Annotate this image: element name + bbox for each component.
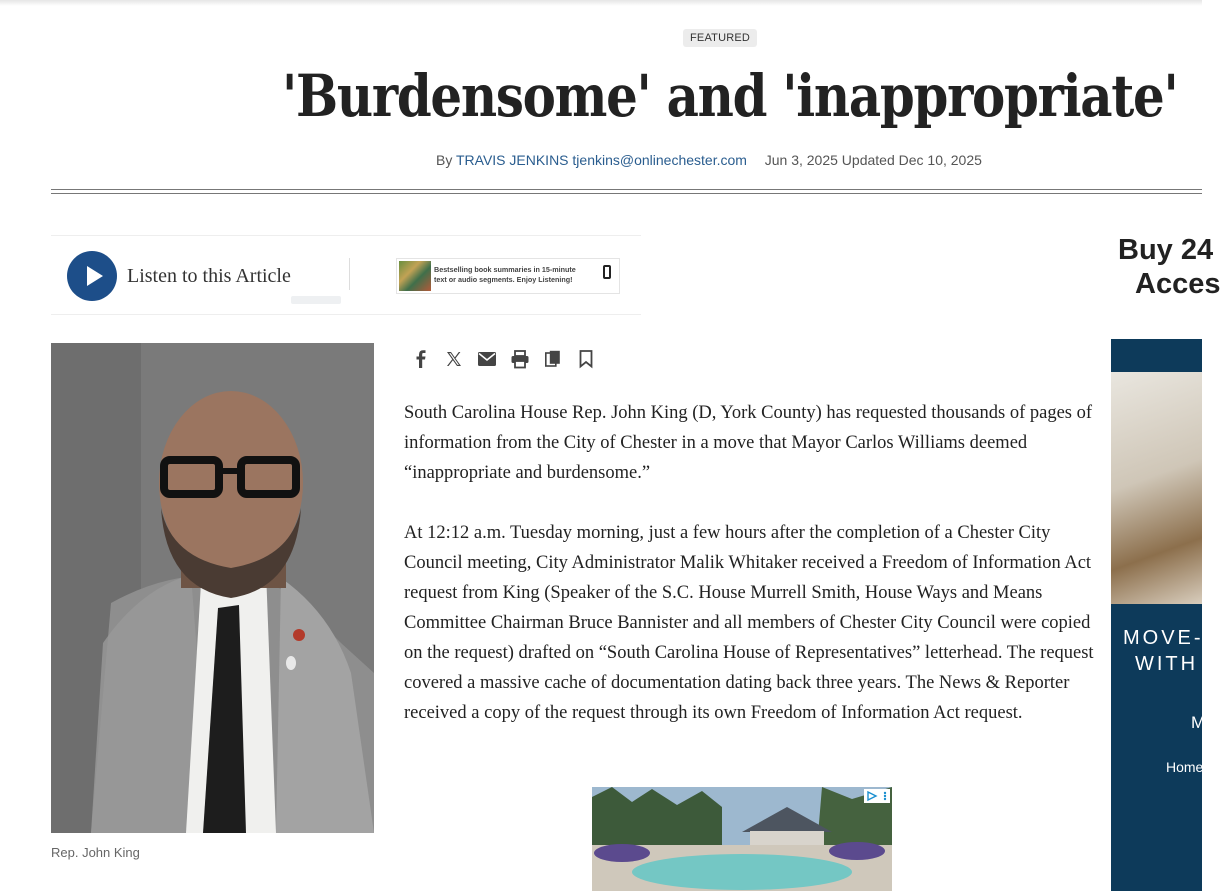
- photo-caption: Rep. John King: [51, 845, 140, 860]
- audio-player: [51, 235, 641, 315]
- sidebar-ad-line: M: [1191, 713, 1206, 732]
- audio-ad-text: Bestselling book summaries in 15-minute text or audio segments. Enjoy Listening!: [434, 265, 576, 284]
- byline: [436, 152, 982, 168]
- author-link[interactable]: TRAVIS JENKINS: [455, 152, 569, 168]
- sidebar-ad-line: Home: [1166, 759, 1204, 775]
- play-icon[interactable]: [67, 251, 117, 301]
- article-paragraph: At 12:12 a.m. Tuesday morning, just a few hours after the completion of a Chester City Council meeting, City Administrator Malik Whitaker received a Freedom of Information Act request from King (Speaker of the S.C. House Murrell Smith, House Ways and Means Committee Chairman Bruce Bannister and all members of Chester City Council were copied on the request) drafted on “South Carolina House of Representatives” letterhead. The request covered a massive cache of documentation dating back three years. The News & Reporter received a copy of the request through its own Freedom of Information Act request.: [404, 523, 1094, 723]
- facebook-icon[interactable]: [410, 348, 432, 370]
- audio-ad-banner[interactable]: [396, 258, 620, 294]
- sidebar-ad-line: WITH: [1135, 653, 1199, 675]
- book-covers-image: [399, 261, 431, 291]
- top-shadow: [0, 0, 1202, 6]
- ad-logo-icon: [603, 265, 611, 279]
- inline-ad-banner[interactable]: [592, 787, 892, 891]
- bookmark-icon[interactable]: [575, 348, 597, 370]
- header-divider-lower: [51, 193, 1202, 194]
- share-toolbar: [410, 348, 597, 370]
- byline-prefix: By: [436, 152, 453, 168]
- publish-date: Jun 3, 2025 Updated Dec 10, 2025: [764, 152, 982, 168]
- copy-icon[interactable]: [542, 348, 564, 370]
- resort-pool-image: [592, 787, 892, 891]
- sidebar-ad-line: MOVE-: [1123, 627, 1204, 649]
- audio-provider-logo: [291, 296, 341, 304]
- interior-home-image: [1111, 372, 1202, 604]
- sidebar-ad[interactable]: [1111, 339, 1206, 891]
- article-paragraph: South Carolina House Rep. John King (D, York County) has requested thousands of pages of information from the City of Chester in a move that Mayor Carlos Williams deemed “inappropriate and burdensome.”: [404, 403, 1093, 483]
- x-icon[interactable]: [443, 348, 465, 370]
- author-email-link[interactable]: tjenkins@onlinechester.com: [572, 152, 747, 168]
- article-photo[interactable]: [51, 343, 374, 833]
- sidebar-heading-line: Acces: [1135, 268, 1220, 300]
- email-icon[interactable]: [476, 348, 498, 370]
- sidebar-promo-heading[interactable]: [1118, 233, 1220, 301]
- featured-badge: FEATURED: [683, 29, 757, 47]
- header-divider: [51, 189, 1202, 190]
- ad-choices-icon[interactable]: [864, 789, 890, 803]
- listen-label[interactable]: Listen to this Article: [127, 265, 291, 287]
- sidebar-heading-line: Buy 24: [1118, 234, 1214, 266]
- audio-divider: [349, 258, 350, 290]
- article-body: [404, 398, 1094, 758]
- print-icon[interactable]: [509, 348, 531, 370]
- article-headline: 'Burdensome' and 'inappropriate': [282, 62, 1178, 130]
- portrait-image: [51, 343, 374, 833]
